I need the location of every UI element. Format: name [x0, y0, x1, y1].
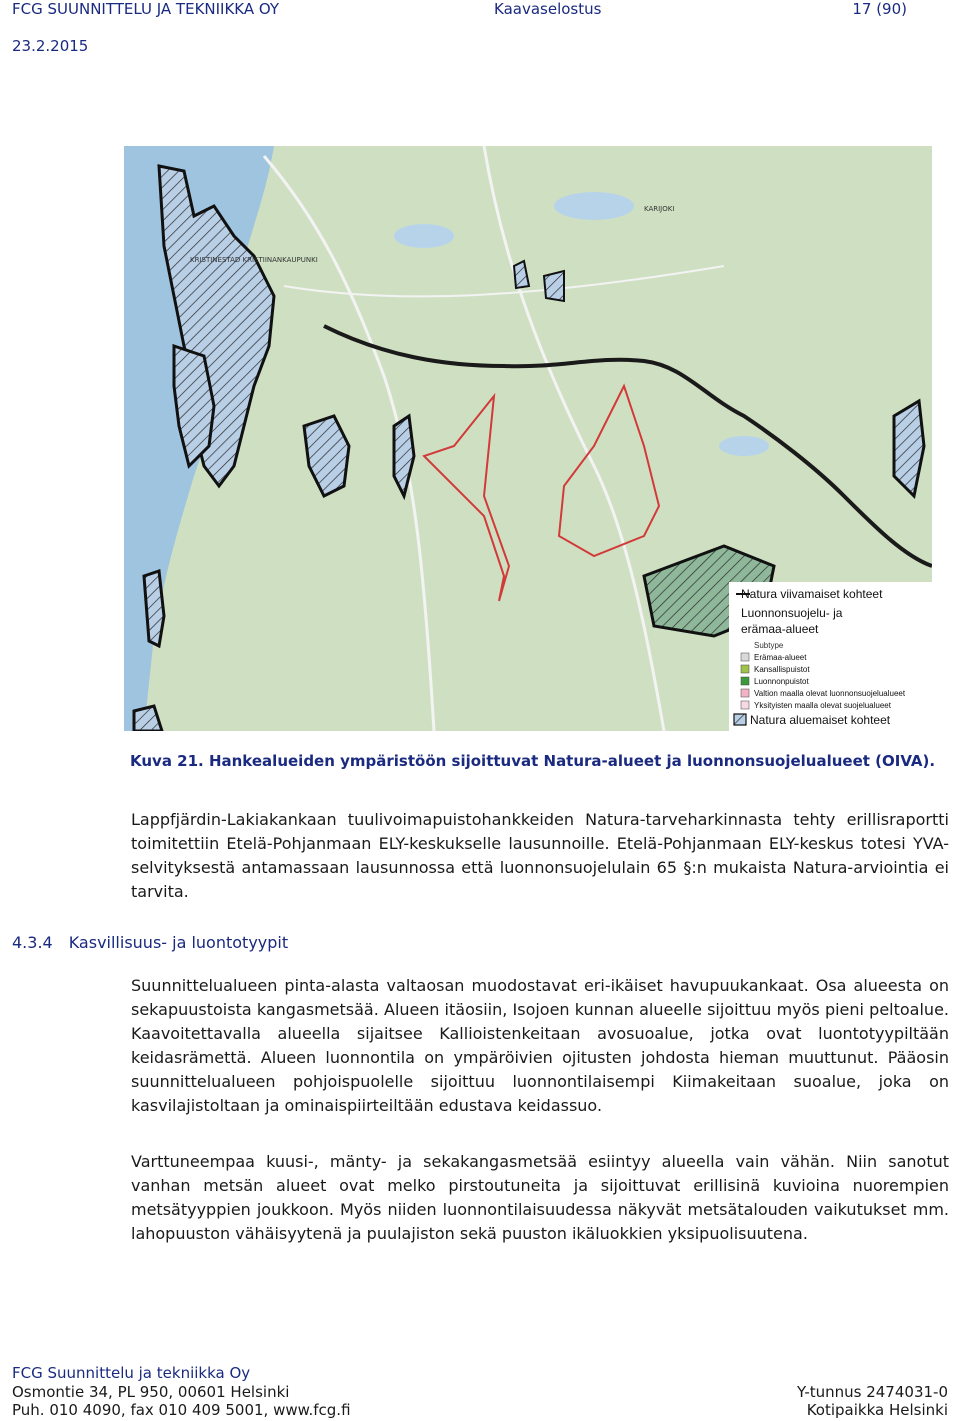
section-heading — [12, 933, 288, 952]
map-place-label-1: KRISTINESTAD KRISTIINANKAUPUNKI — [190, 256, 318, 264]
paragraph-vegetation: Suunnittelualueen pinta-alasta valtaosan muodostavat eri-ikäiset havupuukankaat. Osa alueesta on sekapuustoista kangasmetsää. Alueen itäosiin, Isojoen kunnan alueelle sijoittuu myös pieni peltoalue. Kaavoitettavalla alueella sijaitsee Kallioistenkeitaan avosuoalue, jotka ovat luontotyypiltään keidasrämettä. Alueen luonnontila on ympäröivien ojitusten johdosta hieman muuttunut. Pääosin suunnittelualueen pohjoispuolelle sijoittuu luonnontilaisempi Kiimakeitaan suoalue, joka on kasvilajistoltaan ja ominaispiirteiltään edustava keidassuo. — [131, 976, 949, 1115]
paragraph-natura-assessment: Lappfjärdin-Lakiakankaan tuulivoimapuistohankkeiden Natura-tarveharkinnasta tehty erillisraportti toimitettiin Etelä-Pohjanmaan ELY-keskukselle lausunnoille. Etelä-Pohjanmaan ELY-keskus totesi YVA-selvityksestä antamassaan lausunnossa että luonnonsuojelulain 65 §:n mukaista Natura-arviointia ei tarvita. — [131, 810, 949, 901]
section-number: 4.3.4 — [12, 933, 53, 952]
header-page-number: 17 (90) — [852, 0, 907, 18]
legend-title-lines: Natura viivamaiset kohteet — [741, 587, 883, 601]
paragraph-forest: Varttuneempaa kuusi-, mänty- ja sekakangasmetsää esiintyy alueella vain vähän. Niin sanotut vanhan metsän alueet ovat melko pirstoutuneita ja sijoittuvat erillisinä kuvioina nuorempien metsätyyppien joukkoon. Myös niiden luonnontilaisuudessa näkyvät metsätalouden vaikutukset mm. lahopuuston vähäisyytenä ja puulajiston sekä puuston ikäluokkien yksipuolisuutena. — [131, 1152, 949, 1243]
legend-swatch-4 — [741, 701, 749, 709]
footer-company: FCG Suunnittelu ja tekniikka Oy — [12, 1364, 251, 1382]
section-title: Kasvillisuus- ja luontotyypit — [68, 933, 289, 952]
legend-item-3: Valtion maalla olevat luonnonsuojelualueet — [754, 689, 906, 698]
legend-item-1: Kansallispuistot — [754, 665, 810, 674]
legend-item-4: Yksityisten maalla olevat suojelualueet — [754, 701, 891, 710]
legend-swatch-natura-area — [734, 714, 746, 725]
legend-title-areas-1: Luonnonsuojelu- ja — [741, 606, 843, 620]
footer-address: Osmontie 34, PL 950, 00601 Helsinki — [12, 1383, 290, 1401]
legend-item-2: Luonnonpuistot — [754, 677, 809, 686]
page-footer — [0, 1362, 960, 1421]
header-company: FCG SUUNNITTELU JA TEKNIIKKA OY — [12, 0, 280, 18]
legend-swatch-3 — [741, 689, 749, 697]
page-header — [0, 0, 960, 60]
legend-swatch-1 — [741, 665, 749, 673]
map-place-label-2: KARIJOKI — [644, 205, 675, 213]
legend-title-natura-areas: Natura aluemaiset kohteet — [750, 713, 891, 727]
natura-map — [124, 146, 932, 731]
footer-domicile: Kotipaikka Helsinki — [806, 1401, 948, 1419]
header-date: 23.2.2015 — [12, 37, 89, 55]
header-doc-type: Kaavaselostus — [494, 0, 602, 18]
legend-title-areas-2: erämaa-alueet — [741, 622, 819, 636]
map-legend — [729, 582, 932, 731]
natura-area-small2 — [544, 271, 564, 301]
legend-item-0: Erämaa-alueet — [754, 653, 807, 662]
footer-contact: Puh. 010 4090, fax 010 409 5001, www.fcg.fi — [12, 1401, 351, 1419]
figure-caption: Kuva 21. Hankealueiden ympäristöön sijoittuvat Natura-alueet ja luonnonsuojelualueet (OIVA). — [130, 752, 936, 770]
footer-business-id: Y-tunnus 2474031-0 — [796, 1383, 948, 1401]
legend-swatch-0 — [741, 653, 749, 661]
legend-swatch-2 — [741, 677, 749, 685]
legend-subtype: Subtype — [754, 641, 784, 650]
